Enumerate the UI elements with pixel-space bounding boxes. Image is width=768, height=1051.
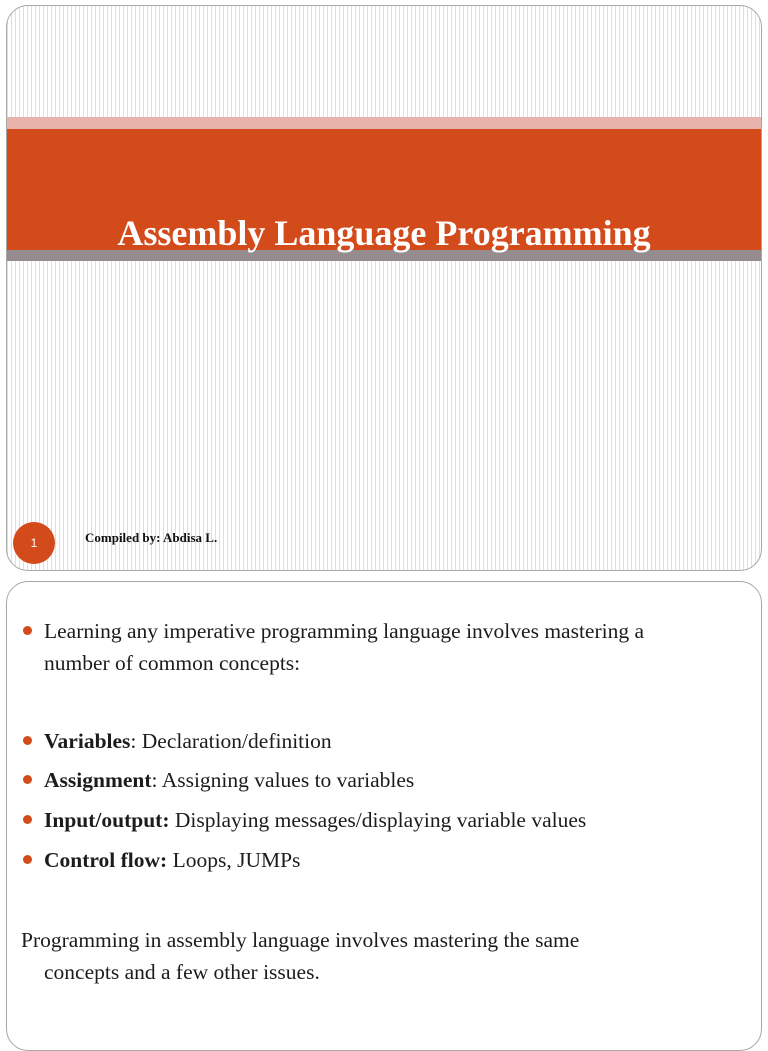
concept-term: Control flow: bbox=[44, 848, 168, 872]
concept-bullet bbox=[21, 725, 736, 757]
closing-paragraph bbox=[21, 924, 736, 988]
bullet-dot-icon bbox=[23, 736, 32, 745]
concept-description: Displaying messages/displaying variable values bbox=[174, 808, 587, 832]
concept-bullet bbox=[21, 764, 736, 796]
bullet-dot-icon bbox=[23, 775, 32, 784]
intro-line-2: number of common concepts: bbox=[44, 651, 301, 675]
bullet-dot-icon bbox=[23, 815, 32, 824]
closing-line-1: Programming in assembly language involves mastering the same bbox=[21, 928, 580, 952]
concept-separator: : bbox=[151, 768, 162, 792]
author-credit: Compiled by: Abdisa L. bbox=[85, 530, 218, 545]
title-slide bbox=[6, 5, 762, 571]
concept-description: Assigning values to variables bbox=[161, 768, 415, 792]
concept-term: Variables bbox=[44, 729, 131, 753]
concept-description: Loops, JUMPs bbox=[172, 848, 301, 872]
intro-bullet bbox=[21, 615, 736, 679]
title-band-top bbox=[7, 117, 761, 129]
slide-title: Assembly Language Programming bbox=[117, 213, 651, 253]
concept-bullet bbox=[21, 844, 736, 876]
concept-description: Declaration/definition bbox=[141, 729, 332, 753]
concept-term: Assignment bbox=[44, 768, 152, 792]
closing-line-2: concepts and a few other issues. bbox=[44, 960, 320, 984]
intro-line-1: Learning any imperative programming language involves mastering a bbox=[44, 619, 645, 643]
page-number-badge: 1 bbox=[13, 522, 55, 564]
bullet-dot-icon bbox=[23, 626, 32, 635]
content-slide bbox=[6, 581, 762, 1051]
bullet-dot-icon bbox=[23, 855, 32, 864]
concept-term: Input/output: bbox=[44, 808, 170, 832]
concept-separator: : bbox=[130, 729, 142, 753]
concept-bullet bbox=[21, 804, 736, 836]
